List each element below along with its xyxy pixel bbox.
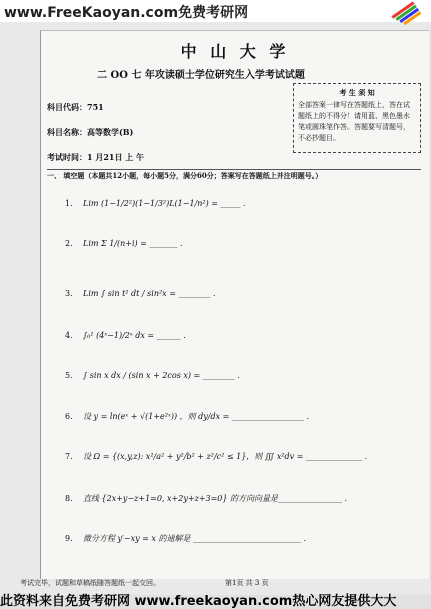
question-7: 7. 设 Ω = {(x,y,z): x²/a² + y²/b² + z²/c² ≤ 1}，则 ∭ x²dv = ______________ . — [65, 452, 368, 461]
candidate-notice — [293, 83, 421, 153]
logo-icon — [387, 1, 427, 27]
site-title: www.FreeKaoyan.com免费考研网 — [4, 5, 249, 21]
question-4: 4. ∫₀¹ (4ˣ−1)/2ˣ dx = ______ . — [65, 331, 186, 340]
footer-note: 考试完毕，试题和草稿纸随答题纸一起交回。 — [20, 579, 160, 587]
notice-title: 考 生 须 知 — [339, 88, 375, 97]
university-name: 中 山 大 学 — [180, 42, 290, 61]
question-5: 5. ∫ sin x dx / (sin x + 2cos x) = ________ . — [65, 371, 240, 380]
exam-paper — [40, 30, 429, 579]
exam-title: 二 OO 七 年攻读硕士学位研究生入学考试试题 — [97, 70, 305, 81]
section-heading: 一、 填空题（本题共12小题，每小题5分，满分60分；答案写在答题纸上并注明题号。） — [47, 171, 323, 180]
site-header — [0, 0, 431, 22]
subject-code: 科目代码：751 — [47, 102, 104, 112]
exam-time: 考试时间：1 月21日 上 午 — [47, 152, 145, 162]
subject-name: 科目名称：高等数学(B) — [47, 127, 134, 137]
watermark — [0, 595, 431, 609]
question-3: 3. Lim ∫ sin t² dt / sin²x = ________ . — [65, 289, 216, 298]
notice-body: 全部答案一律写在答题纸上，答在试题纸上的不得分！请用蓝、黑色墨水笔或圆珠笔作答。答题要写清题号，不必抄题目。 — [298, 101, 410, 142]
question-8: 8. 直线 {2x+y−z+1=0, x+2y+z+3=0} 的方向向量是________________ . — [65, 494, 348, 503]
divider — [47, 169, 421, 170]
page-number: 第1页 共 3 页 — [225, 579, 269, 587]
exam-info — [47, 95, 144, 170]
question-2: 2. Lim Σ 1/(n+i) = _______ . — [65, 239, 183, 248]
question-9: 9. 微分方程 y′−xy = x 的通解是 ___________________________ . — [65, 534, 307, 543]
question-1: 1. Lim (1−1/2²)(1−1/3²)L(1−1/n²) = _____ . — [65, 199, 246, 208]
watermark-text: 此资料来自免费考研网 www.freekaoyan.com热心网友提供大大 — [0, 594, 397, 609]
question-6: 6. 设 y = ln(eˣ + √(1+e²ˣ)) ，则 dy/dx = __________________ . — [65, 412, 310, 421]
